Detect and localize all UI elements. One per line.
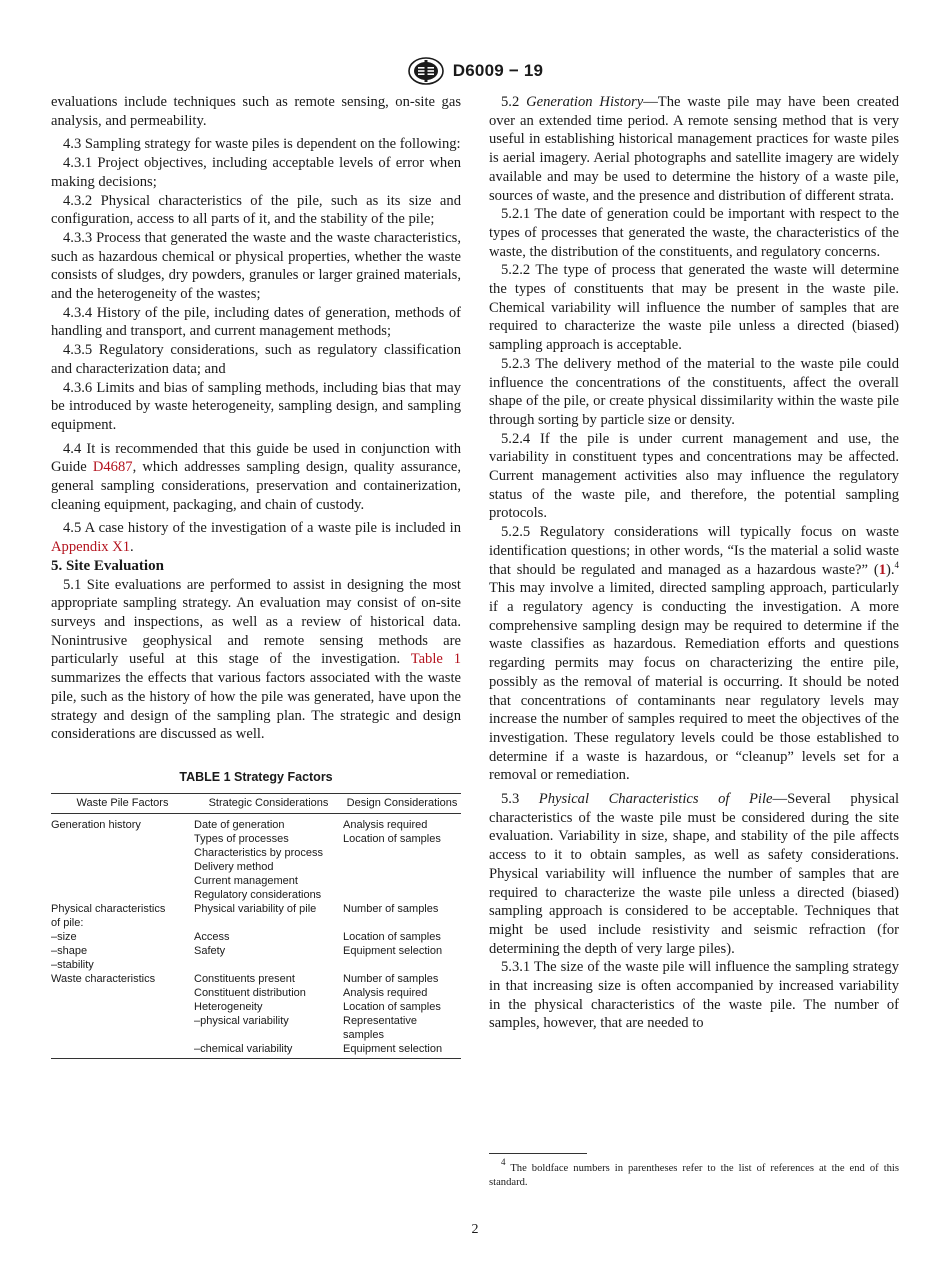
- table-cell: [51, 874, 194, 888]
- table-cell: [51, 832, 194, 846]
- table-header-row: [51, 793, 461, 813]
- table-row: [51, 944, 461, 958]
- table-cell: Analysis required: [343, 818, 428, 831]
- text-5-2-num: 5.2: [501, 94, 527, 110]
- text-5-2: —The waste pile may have been created over an extended time period. A remote sensing method that is very useful in establishing historical management practices for waste piles is aerial imagery. Aerial photographs and satellite imagery are widely available and may be used to determine the history of a waste pile, sources of waste, and the presence and distribution of different strata.: [489, 94, 900, 204]
- table-cell: Analysis required: [343, 986, 428, 999]
- section-heading-5: 5. Site Evaluation: [51, 557, 164, 574]
- text-4-5b: .: [130, 539, 134, 556]
- paragraph-5-2-2: 5.2.2 The type of process that generated the waste will determine the types of constituents that may be present in the waste pile. Chemical variability will influence the number of samples that are required to characterize the waste pile unless a directed (biased) sampling approach is acceptable.: [489, 262, 899, 354]
- table-row: [51, 916, 461, 930]
- standard-designation: D6009 − 19: [452, 61, 544, 80]
- table-cell: –physical variability: [194, 1014, 289, 1027]
- table-cell: of pile:: [51, 916, 84, 929]
- paragraph-4-3-5: 4.3.5 Regulatory considerations, such as regulatory classification and characterization data; and: [51, 342, 461, 377]
- text-5-2-5-close: ).: [885, 561, 895, 578]
- strategy-factors-table: [51, 793, 461, 1059]
- table-row: [51, 958, 461, 972]
- subsection-title-generation-history: Generation History: [526, 94, 644, 110]
- text-5-2-5b: This may involve a limited, directed sampling approach, particularly if a regulatory agency is conducting the investigation. A more comprehensive sampling design may be required to determine if the waste classifies as hazardous. Remediation efforts and questions regarding permits may focus on characterizing the entire pile, possibly as the removal of material is occurring. It should be noted that concentrations of contaminants near regulatory levels may increase the number of samples required to meet the objectives of the investigation. These regulatory levels could be those established to determine if a waste is hazardous, or “cleanup” levels set for a removal or remediation.: [489, 580, 899, 784]
- paragraph-4-3-4: 4.3.4 History of the pile, including dates of generation, methods of handling and transport, and current management methods;: [51, 304, 461, 340]
- column-header: Strategic Considerations: [194, 793, 343, 813]
- table-cell: Physical variability of pile: [194, 902, 317, 915]
- column-header: Design Considerations: [343, 793, 461, 813]
- footnote-number: 4: [501, 1157, 506, 1167]
- footnote: [489, 1157, 899, 1190]
- table-row: [51, 1042, 461, 1059]
- paragraph-4-4: [51, 440, 461, 515]
- footnote-text: The boldface numbers in parentheses refer to the list of references at the end of this standard.: [489, 1163, 899, 1188]
- text-4-4a: 4.4 It is recommended that this guide be used in conjunction with Guide: [51, 440, 461, 476]
- table-cell: Location of samples: [343, 1000, 441, 1013]
- table-cell: Date of generation: [194, 818, 285, 831]
- table-cell: Number of samples: [343, 972, 439, 985]
- table-row: [51, 846, 461, 860]
- table-cell: Location of samples: [343, 832, 441, 845]
- paragraph-4-3-3: 4.3.3 Process that generated the waste and the waste characteristics, such as hazardous chemical or physical properties, whether the waste consists of sludges, dry powders, granules or larger grained materials, and the heterogeneity of the wastes;: [51, 229, 461, 303]
- table-row: [51, 986, 461, 1000]
- table-cell: [51, 1028, 194, 1042]
- page-header: [0, 56, 950, 86]
- table-row: [51, 888, 461, 902]
- table-cell: [343, 958, 461, 972]
- left-column: [51, 93, 461, 1059]
- table-cell: –stability: [51, 958, 94, 971]
- table-cell: Equipment selection: [343, 1042, 461, 1059]
- paragraph-intro: evaluations include techniques such as remote sensing, on-site gas analysis, and permeability.: [51, 94, 461, 129]
- table-cell: Representative: [343, 1014, 417, 1027]
- table-cell: [51, 1014, 194, 1028]
- table-cell: [343, 888, 461, 902]
- table-cell: –chemical variability: [194, 1042, 343, 1059]
- table-row: [51, 1000, 461, 1014]
- astm-logo-icon: [407, 56, 445, 86]
- table-cell: [343, 846, 461, 860]
- table-cell: Current management: [194, 874, 298, 887]
- paragraph-4-3-1: 4.3.1 Project objectives, including acceptable levels of error when making decisions;: [51, 155, 461, 190]
- table-cell: [194, 958, 343, 972]
- table-cell: Safety: [194, 944, 226, 957]
- table-row: [51, 832, 461, 846]
- table-cell: Location of samples: [343, 930, 441, 943]
- table-cell: samples: [343, 1028, 384, 1041]
- table-cell: Delivery method: [194, 860, 274, 873]
- paragraph-5-3-1: 5.3.1 The size of the waste pile will influence the sampling strategy in that increasing size is often accompanied by increased variability in the physical characteristics of the waste pile. The number of samples, however, that are needed to: [489, 959, 899, 1032]
- paragraph-4-5: [51, 519, 461, 556]
- table-cell: –shape: [51, 944, 88, 957]
- table-cell: [51, 888, 194, 902]
- table-cell: [51, 1000, 194, 1014]
- table-cell: Waste characteristics: [51, 972, 156, 985]
- table-cell: [343, 916, 461, 930]
- table-cell: [194, 1028, 343, 1042]
- link-d4687[interactable]: D4687: [92, 459, 133, 476]
- table-row: [51, 1014, 461, 1028]
- paragraph-5-2-5: [489, 523, 899, 785]
- table-cell: Characteristics by process: [194, 846, 323, 859]
- text-5-1b: summarizes the effects that various factors associated with the waste pile, such as the history of how the pile was generated, have upon the strategy and design of the sampling plan. The strategic and design considerations are discussed as well.: [51, 670, 461, 743]
- table-cell: [343, 860, 461, 874]
- footnote-divider: [489, 1153, 587, 1154]
- footnote-marker: 4: [894, 559, 899, 570]
- table-cell: [51, 860, 194, 874]
- table-title: TABLE 1 Strategy Factors: [179, 769, 333, 784]
- table-cell: Generation history: [51, 818, 141, 831]
- link-appendix-x1[interactable]: Appendix X1: [51, 539, 131, 556]
- reference-link-1[interactable]: 1: [878, 561, 886, 578]
- text-4-5a: 4.5 A case history of the investigation of a waste pile is included in: [63, 520, 461, 537]
- text-5-3: —Several physical characteristics of the waste pile must be considered during the site evaluation. Variability in size, shape, and stability of the pile affects access to it to obtain samples, as well as safety considerations. Physical variability will influence the number of samples that are required to characterize the waste pile unless a directed (biased) sampling approach is considered to be acceptable. Techniques that might be used include resistivity and seismic refraction (for determining the depth of very large piles).: [489, 791, 900, 957]
- text-5-2-5a: 5.2.5 Regulatory considerations will typically focus on waste identification questions; in other words, “Is the material a solid waste that should be regulated and managed as a hazardous waste?” (: [489, 524, 899, 578]
- paragraph-5-2-4: 5.2.4 If the pile is under current management and use, the variability in constituent types and concentrations may be affected. Current management activities also may influence the regulatory status of the waste pile, and therefore, the potential sampling protocols.: [489, 430, 899, 522]
- column-header: Waste Pile Factors: [51, 793, 194, 813]
- table-cell: Constituent distribution: [194, 986, 306, 999]
- paragraph-4-3-2: 4.3.2 Physical characteristics of the pile, such as its size and configuration, access to all parts of it, and the stability of the pile;: [51, 192, 461, 228]
- paragraph-5-1: [51, 576, 461, 744]
- table-row: [51, 902, 461, 916]
- table-cell: [194, 916, 343, 930]
- paragraph-4-3: 4.3 Sampling strategy for waste piles is dependent on the following:: [63, 136, 461, 153]
- table-row: [51, 1028, 461, 1042]
- page-number: 2: [471, 1222, 479, 1237]
- paragraph-4-3-6: 4.3.6 Limits and bias of sampling methods, including bias that may be introduced by waste heterogeneity, sampling design, and sampling equipment.: [51, 379, 461, 433]
- table-cell: Regulatory considerations: [194, 888, 322, 901]
- table-row: [51, 930, 461, 944]
- table-cell: [51, 1042, 194, 1059]
- table-cell: Physical characteristics: [51, 902, 166, 915]
- table-cell: [51, 846, 194, 860]
- paragraph-5-2: [489, 93, 899, 205]
- text-4-4b: , which addresses sampling design, quality assurance, general sampling considerations, preservation and containerization, cleaning equipment, packaging, and chain of custody.: [51, 459, 461, 513]
- table-cell: Number of samples: [343, 902, 439, 915]
- table-row: [51, 813, 461, 832]
- table-cell: Heterogeneity: [194, 1000, 263, 1013]
- text-5-1a: 5.1 Site evaluations are performed to assist in designing the most appropriate sampling strategy. An evaluation may consist of on-site surveys and inspections, as well as a review of historical data. Nonintrusive geophysical and remote sensing methods are particularly useful at this stage of the investigation.: [51, 576, 461, 668]
- table-row: [51, 972, 461, 986]
- text-5-3-num: 5.3: [501, 791, 539, 808]
- table-cell: –size: [51, 930, 77, 943]
- paragraph-5-2-3: 5.2.3 The delivery method of the material to the waste pile could influence the concentrations of the constituents, affect the overall shape of the pile, or create physical dissimilarity within the waste pile through sorting by particle size or density.: [489, 355, 899, 428]
- table-row: [51, 874, 461, 888]
- paragraph-5-3: [489, 790, 899, 958]
- table-row: [51, 860, 461, 874]
- table-cell: [51, 986, 194, 1000]
- table-cell: Constituents present: [194, 972, 295, 985]
- table-cell: Equipment selection: [343, 944, 443, 957]
- right-column: [489, 93, 899, 1033]
- table-cell: Access: [194, 930, 230, 943]
- link-table-1[interactable]: Table 1: [410, 651, 461, 668]
- paragraph-5-2-1: 5.2.1 The date of generation could be important with respect to the types of processes that generated the waste, the characteristics of the waste, the distribution of the constituents, and regulatory concerns.: [489, 206, 899, 260]
- table-cell: [343, 874, 461, 888]
- table-cell: Types of processes: [194, 832, 289, 845]
- subsection-title-physical-characteristics: Physical Characteristics of Pile: [538, 791, 773, 808]
